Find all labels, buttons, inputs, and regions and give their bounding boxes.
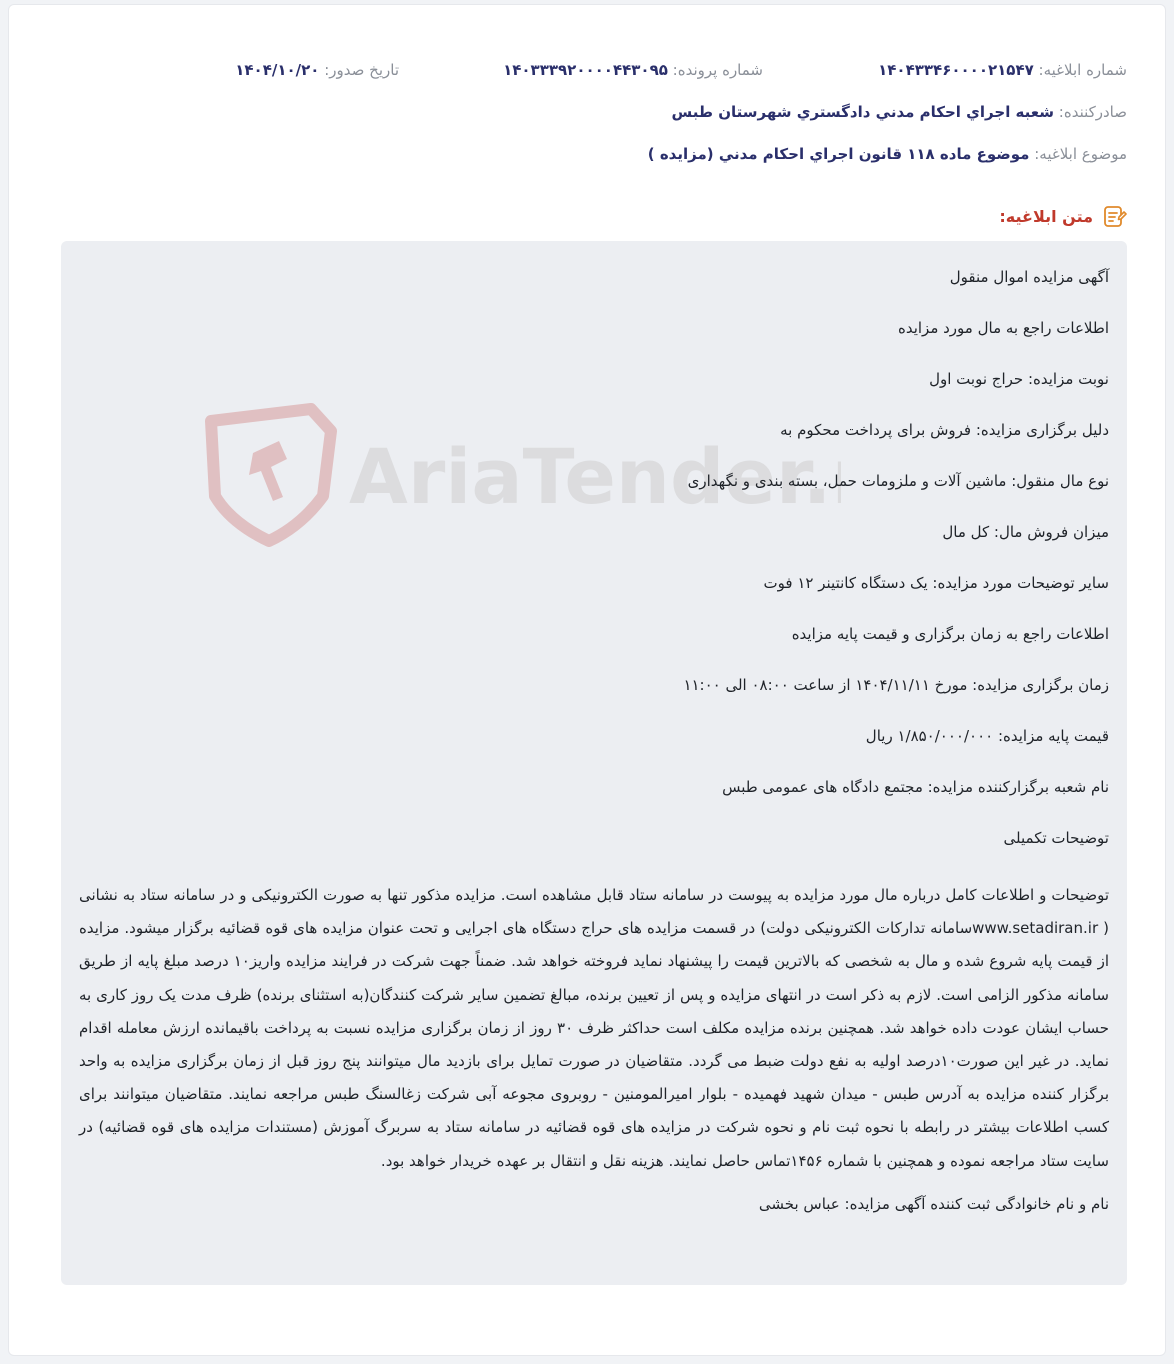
watermark-text: AriaTender. xyxy=(349,432,832,521)
section-title xyxy=(999,203,1127,229)
case-number-value: ۱۴۰۳۳۳۹۲۰۰۰۰۴۴۳۰۹۵ xyxy=(503,61,668,79)
issue-date xyxy=(235,61,399,79)
notice-number-label: شماره ابلاغیه: xyxy=(1038,61,1127,79)
issue-date-value: ۱۴۰۴/۱۰/۲۰ xyxy=(235,61,320,79)
body-line-time-info: اطلاعات راجع به زمان برگزاری و قیمت پایه مزایده xyxy=(791,625,1109,643)
case-number xyxy=(503,61,763,79)
notice-number-value: ۱۴۰۴۳۳۴۶۰۰۰۰۲۱۵۴۷ xyxy=(878,61,1034,79)
body-line-extra-heading: توضیحات تکمیلی xyxy=(1003,829,1109,847)
body-line-branch: نام شعبه برگزارکننده مزایده: مجتمع دادگاه های عمومی طبس xyxy=(722,778,1109,796)
section-title-label: متن ابلاغیه: xyxy=(999,206,1093,226)
document-text-icon xyxy=(1101,203,1127,229)
body-line-title: آگهی مزایده اموال منقول xyxy=(949,268,1109,286)
notice-text-box xyxy=(61,241,1127,1285)
body-line-base-price: قیمت پایه مزایده: ۱/۸۵۰/۰۰۰/۰۰۰ ریال xyxy=(865,727,1109,745)
body-line-other-details: سایر توضیحات مورد مزایده: یک دستگاه کانتینر ۱۲ فوت xyxy=(763,574,1109,592)
issue-date-label: تاریخ صدور: xyxy=(324,61,399,79)
notice-card xyxy=(8,4,1166,1356)
issuer-row xyxy=(672,103,1127,121)
body-line-sale-amount: میزان فروش مال: کل مال xyxy=(942,523,1109,541)
subject-row xyxy=(648,145,1127,163)
notice-number xyxy=(878,61,1127,79)
body-line-item-type: نوع مال منقول: ماشین آلات و ملزومات حمل، بسته بندی و نگهداری xyxy=(687,472,1109,490)
body-line-item-info: اطلاعات راجع به مال مورد مزایده xyxy=(897,319,1109,337)
body-description: توضیحات و اطلاعات کامل درباره مال مورد مزایده به پیوست در سامانه ستاد قابل مشاهده است. مزایده مذکور تنها به صورت الکترونیکی و در سامانه ستاد به نشانی ( www.setadiran.irسامانه تدارکات الکترونیکی دولت) در قسمت مزایده های حراج دستگاه های اجرایی و تحت عنوان مزایده های قوه قضائیه برگزار میشود. مزایده از قیمت پایه شروع شده و مال به شخصی که بالاترین قیمت را پیشنهاد نماید فروخته خواهد شد. ضمناً جهت شرکت در فرایند مزایده واریز۱۰ درصد مبلغ پایه از طریق سامانه مذکور الزامی است. لازم به ذکر است در انتهای مزایده و پس از تعیین برنده، مبالغ تضمین سایر شرکت کنندگان(به استثنای برنده) ظرف مدت یک روز کاری به حساب ایشان عودت داده خواهد شد. همچنین برنده مزایده مکلف است حداکثر ظرف ۳۰ روز از زمان برگزاری مزایده نسبت به پرداخت باقیمانده ارزش معامله اقدام نماید. در غیر این صورت۱۰درصد اولیه به نفع دولت ضبط می گردد. متقاضیان در صورت تمایل برای بازدید مال میتوانند پنج روز قبل از زمان برگزاری مزایده به واحد برگزار کننده مزایده به آدرس طبس - میدان شهید فهمیده - بلوار امیرالمومنین - روبروی مجوعه آبی شرکت زغالسنگ طبس مراجعه نمایند. متقاضیان میتوانند برای کسب اطلاعات بیشتر در رابطه با نحوه ثبت نام و نحوه شرکت در مزایده های قوه قضائیه در سامانه ستاد به سربرگ آموزش (مستندات مزایده های قوه قضائیه) در سایت ستاد مراجعه نموده و همچنین با شماره ۱۴۵۶تماس حاصل نمایند. هزینه نقل و انتقال بر عهده خریدار خواهد بود. xyxy=(79,886,1109,1170)
body-line-round: نوبت مزایده: حراج نوبت اول xyxy=(929,370,1109,388)
subject-value: موضوع ماده ۱۱۸ قانون اجراي احكام مدني (مزايده ) xyxy=(647,145,1030,163)
subject-label: موضوع ابلاغیه: xyxy=(1034,145,1127,163)
body-registrant: نام و نام خانوادگی ثبت کننده آگهی مزایده: عباس بخشی xyxy=(758,1194,1109,1213)
issuer-value: شعبه اجراي احكام مدني دادگستري شهرستان طبس xyxy=(671,103,1054,121)
body-line-auction-time: زمان برگزاری مزایده: مورخ ۱۴۰۴/۱۱/۱۱ از ساعت ۰۸:۰۰ الی ۱۱:۰۰ xyxy=(683,676,1109,694)
body-line-reason: دلیل برگزاری مزایده: فروش برای پرداخت محکوم به xyxy=(780,421,1109,439)
issuer-label: صادرکننده: xyxy=(1058,103,1127,121)
case-number-label: شماره پرونده: xyxy=(672,61,763,79)
